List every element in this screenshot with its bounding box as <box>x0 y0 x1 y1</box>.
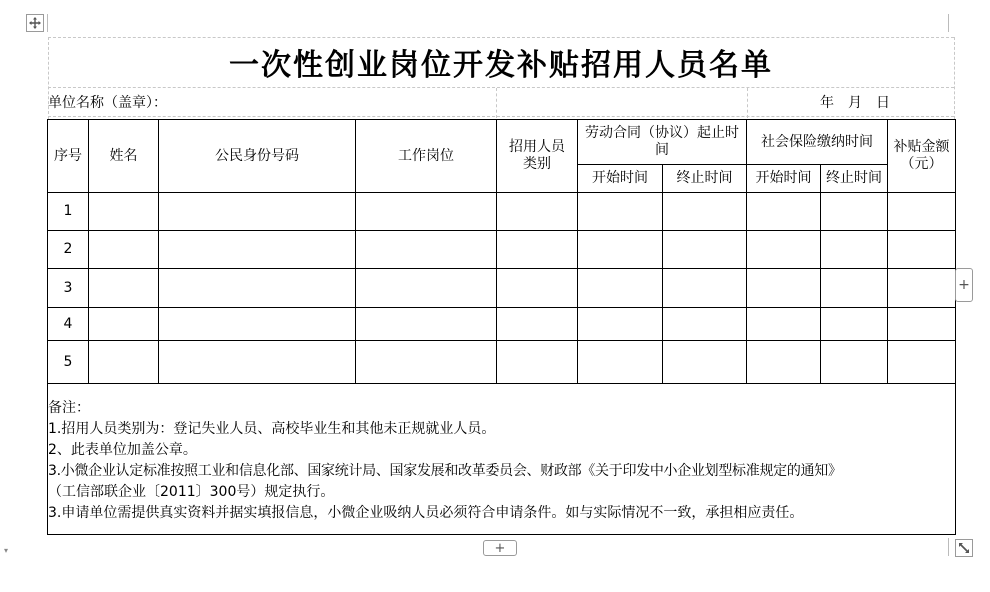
dashed-border <box>496 88 497 118</box>
cell-insurance-start[interactable] <box>747 308 821 341</box>
cell-id-number[interactable] <box>159 193 356 231</box>
cell-name[interactable] <box>89 308 159 341</box>
cell-contract-start[interactable] <box>578 341 663 384</box>
cell-category[interactable] <box>497 269 578 308</box>
cell-subsidy[interactable] <box>888 231 956 269</box>
cell-contract-end[interactable] <box>663 231 747 269</box>
header-contract-end: 终止时间 <box>663 165 747 193</box>
roster-table <box>47 119 956 535</box>
cell-insurance-end[interactable] <box>821 231 888 269</box>
cell-subsidy[interactable] <box>888 341 956 384</box>
cell-position[interactable] <box>356 231 497 269</box>
cell-subsidy[interactable] <box>888 269 956 308</box>
cell-position[interactable] <box>356 193 497 231</box>
row-seq: 5 <box>48 341 89 384</box>
header-name: 姓名 <box>89 120 159 193</box>
cell-subsidy[interactable] <box>888 193 956 231</box>
cell-contract-end[interactable] <box>663 308 747 341</box>
note-line: 1.招用人员类别为：登记失业人员、高校毕业生和其他未正规就业人员。 <box>48 421 496 437</box>
page-corner-guide <box>948 538 949 556</box>
header-seq: 序号 <box>48 120 89 193</box>
cell-id-number[interactable] <box>159 231 356 269</box>
cell-insurance-start[interactable] <box>747 231 821 269</box>
row-seq: 1 <box>48 193 89 231</box>
cell-id-number[interactable] <box>159 269 356 308</box>
notes-cell[interactable] <box>48 384 956 535</box>
cell-id-number[interactable] <box>159 308 356 341</box>
caret-icon: ▾ <box>4 546 9 555</box>
header-subsidy: 补贴金额（元） <box>888 120 956 193</box>
page-corner-guide <box>948 14 949 32</box>
cell-contract-start[interactable] <box>578 231 663 269</box>
cell-name[interactable] <box>89 269 159 308</box>
cell-position[interactable] <box>356 269 497 308</box>
cell-category[interactable] <box>497 231 578 269</box>
cell-position[interactable] <box>356 341 497 384</box>
add-column-button[interactable] <box>955 268 973 302</box>
table-row <box>48 341 956 384</box>
cell-name[interactable] <box>89 341 159 384</box>
resize-icon <box>958 542 970 554</box>
cell-insurance-start[interactable] <box>747 341 821 384</box>
header-position: 工作岗位 <box>356 120 497 193</box>
header-id-number: 公民身份号码 <box>159 120 356 193</box>
header-category: 招用人员类别 <box>497 120 578 193</box>
dashed-border <box>48 116 954 117</box>
add-row-button[interactable] <box>483 540 517 556</box>
note-line: （工信部联企业〔2011〕300号）规定执行。 <box>48 484 335 500</box>
page-corner-guide <box>47 14 48 32</box>
date-label: 年 月 日 <box>820 95 890 111</box>
dashed-border <box>954 37 955 119</box>
header-insurance-period: 社会保险缴纳时间 <box>747 120 888 165</box>
cell-contract-start[interactable] <box>578 308 663 341</box>
table-resize-handle[interactable] <box>955 539 973 557</box>
cell-position[interactable] <box>356 308 497 341</box>
notes-heading: 备注： <box>48 400 90 416</box>
cell-name[interactable] <box>89 193 159 231</box>
cell-contract-end[interactable] <box>663 341 747 384</box>
cell-category[interactable] <box>497 341 578 384</box>
table-move-handle[interactable] <box>26 14 44 32</box>
plus-icon: + <box>958 277 970 293</box>
plus-icon: + <box>494 540 506 556</box>
cell-insurance-end[interactable] <box>821 269 888 308</box>
cell-contract-end[interactable] <box>663 193 747 231</box>
header-insurance-start: 开始时间 <box>747 165 821 193</box>
row-seq: 3 <box>48 269 89 308</box>
dashed-border <box>747 88 748 118</box>
cell-insurance-end[interactable] <box>821 341 888 384</box>
row-seq: 2 <box>48 231 89 269</box>
unit-name-label: 单位名称（盖章）： <box>48 95 167 111</box>
cell-id-number[interactable] <box>159 341 356 384</box>
table-row <box>48 308 956 341</box>
cell-contract-end[interactable] <box>663 269 747 308</box>
table-row <box>48 231 956 269</box>
cell-subsidy[interactable] <box>888 308 956 341</box>
cell-insurance-start[interactable] <box>747 269 821 308</box>
table-row <box>48 269 956 308</box>
cell-insurance-end[interactable] <box>821 308 888 341</box>
cell-category[interactable] <box>497 308 578 341</box>
header-contract-start: 开始时间 <box>578 165 663 193</box>
note-line: 3.小微企业认定标准按照工业和信息化部、国家统计局、国家发展和改革委员会、财政部《关于印发中小企业划型标准规定的通知》 <box>48 463 842 479</box>
cell-insurance-end[interactable] <box>821 193 888 231</box>
cell-name[interactable] <box>89 231 159 269</box>
table-row <box>48 193 956 231</box>
cell-contract-start[interactable] <box>578 269 663 308</box>
cell-category[interactable] <box>497 193 578 231</box>
note-line: 3.申请单位需提供真实资料并据实填报信息，小微企业吸纳人员必须符合申请条件。如与实际情况不一致，承担相应责任。 <box>48 505 804 521</box>
cell-insurance-start[interactable] <box>747 193 821 231</box>
row-seq: 4 <box>48 308 89 341</box>
dashed-border <box>48 87 954 88</box>
page-title: 一次性创业岗位开发补贴招用人员名单 <box>229 48 773 83</box>
cell-contract-start[interactable] <box>578 193 663 231</box>
note-line: 2、此表单位加盖公章。 <box>48 442 197 458</box>
header-insurance-end: 终止时间 <box>821 165 888 193</box>
move-icon <box>29 17 41 29</box>
header-contract-period: 劳动合同（协议）起止时间 <box>578 120 747 165</box>
